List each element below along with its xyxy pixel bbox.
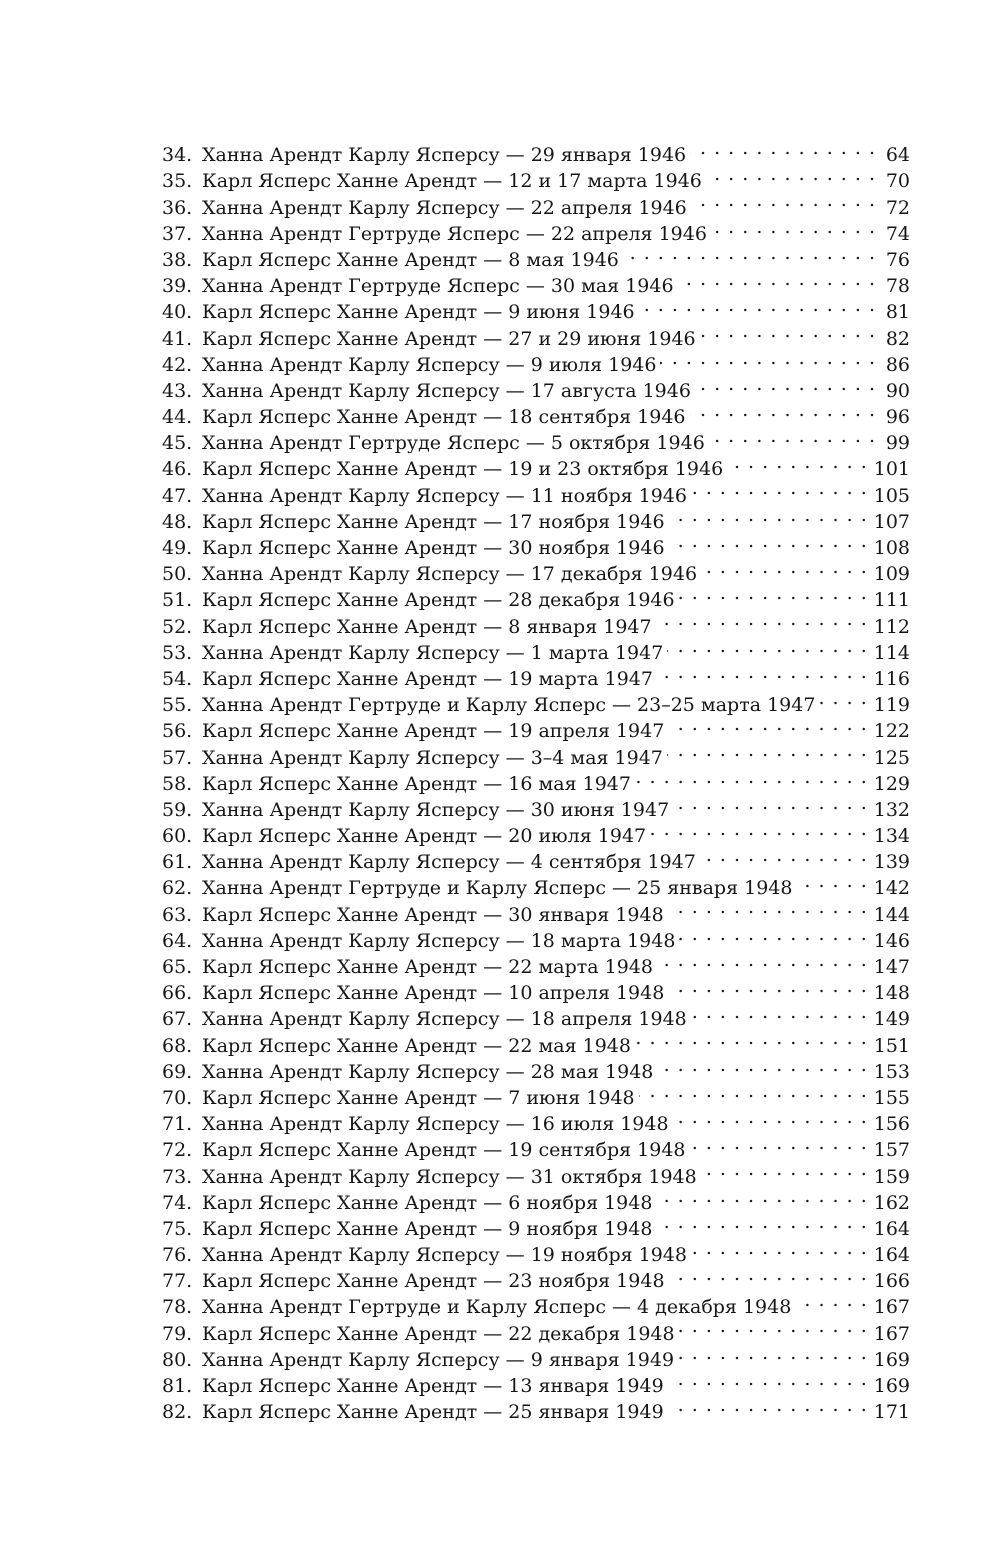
entry-number: 46. <box>162 458 193 481</box>
entry-page-number: 164 <box>873 1244 910 1267</box>
dot-leader <box>711 214 876 240</box>
entry-number: 55. <box>162 694 193 717</box>
entry-number: 38. <box>162 248 193 271</box>
entry-title: Ханна Арендт Гертруде и Карлу Ясперс — 25 января 1948 <box>202 877 793 900</box>
dot-leader <box>695 371 876 397</box>
entry-number: 68. <box>162 1034 193 1057</box>
entry-page-number: 167 <box>873 1296 910 1319</box>
entry-number: 70. <box>162 1086 193 1109</box>
entry-number: 63. <box>162 903 193 926</box>
dot-leader <box>639 292 876 318</box>
entry-number: 79. <box>162 1322 193 1345</box>
dot-leader <box>691 187 876 213</box>
entry-title: Карл Ясперс Ханне Арендт — 25 января 1949 <box>202 1401 664 1424</box>
entry-page-number: 149 <box>873 1008 910 1031</box>
entry-number: 56. <box>162 720 193 743</box>
entry-page-number: 96 <box>885 406 910 429</box>
dot-leader <box>635 764 868 790</box>
entry-page-number: 155 <box>873 1086 910 1109</box>
dot-leader <box>701 1156 868 1182</box>
entry-number: 62. <box>162 877 193 900</box>
entry-number: 42. <box>162 353 193 376</box>
dot-leader <box>706 161 876 187</box>
entry-page-number: 72 <box>885 196 910 219</box>
entry-number: 45. <box>162 432 193 455</box>
entry-title: Карл Ясперс Ханне Арендт — 9 ноября 1948 <box>202 1217 653 1240</box>
dot-leader <box>656 1209 867 1235</box>
entry-page-number: 105 <box>873 484 910 507</box>
dot-leader <box>678 1340 868 1366</box>
dot-leader <box>657 1052 867 1078</box>
entry-number: 57. <box>162 746 193 769</box>
entry-title: Ханна Арендт Гертруде Ясперс — 5 октября 1946 <box>202 432 705 455</box>
entry-title: Карл Ясперс Ханне Арендт — 6 ноября 1948 <box>202 1191 653 1214</box>
entry-number: 44. <box>162 406 193 429</box>
entry-number: 65. <box>162 956 193 978</box>
entry-title: Ханна Арендт Карлу Ясперсу — 9 июля 1946 <box>202 353 657 376</box>
dot-leader <box>819 685 867 711</box>
entry-page-number: 101 <box>873 458 910 481</box>
entry-number: 43. <box>162 379 193 402</box>
dot-leader <box>657 659 868 685</box>
entry-page-number: 116 <box>873 667 910 690</box>
entry-title: Ханна Арендт Карлу Ясперсу — 18 марта 1948 <box>202 929 676 952</box>
entry-title: Карл Ясперс Ханне Арендт — 19 и 23 октября 1946 <box>202 458 724 481</box>
entry-page-number: 112 <box>873 615 910 638</box>
entry-page-number: 171 <box>873 1401 910 1424</box>
entry-page-number: 70 <box>885 170 910 193</box>
dot-leader <box>701 554 868 580</box>
entry-number: 80. <box>162 1348 193 1371</box>
entry-number: 72. <box>162 1139 193 1162</box>
entry-page-number: 82 <box>885 327 910 350</box>
entry-title: Карл Ясперс Ханне Арендт — 9 июня 1946 <box>202 301 635 324</box>
entry-number: 58. <box>162 772 193 795</box>
dot-leader <box>668 1366 868 1392</box>
entry-page-number: 166 <box>873 1270 910 1293</box>
dot-leader <box>673 1104 868 1130</box>
entry-number: 67. <box>162 1008 193 1031</box>
entry-number: 75. <box>162 1217 193 1240</box>
entry-title: Карл Ясперс Ханне Арендт — 16 мая 1947 <box>202 772 631 795</box>
entry-number: 40. <box>162 301 193 324</box>
entry-title: Ханна Арендт Карлу Ясперсу — 1 марта 1947 <box>202 641 664 664</box>
entry-page-number: 81 <box>885 301 910 324</box>
toc-entry[interactable] <box>162 135 910 167</box>
dot-leader <box>691 999 868 1025</box>
dot-leader <box>650 816 868 842</box>
entry-title: Карл Ясперс Ханне Арендт — 8 мая 1946 <box>202 248 619 271</box>
entry-number: 41. <box>162 327 193 350</box>
entry-number: 74. <box>162 1191 193 1214</box>
entry-title: Карл Ясперс Ханне Арендт — 27 и 29 июня 1946 <box>202 327 696 350</box>
entry-page-number: 74 <box>885 222 910 245</box>
entry-page-number: 144 <box>873 903 910 926</box>
dot-leader <box>668 894 868 920</box>
dot-leader <box>623 240 876 266</box>
entry-number: 71. <box>162 1113 193 1136</box>
dot-leader <box>690 397 877 423</box>
dot-leader <box>669 528 868 554</box>
entry-page-number: 147 <box>873 956 910 978</box>
entry-page-number: 132 <box>873 798 910 821</box>
entry-title: Ханна Арендт Карлу Ясперсу — 31 октября 1948 <box>202 1165 697 1188</box>
entry-title: Ханна Арендт Карлу Ясперсу — 3–4 мая 1947 <box>202 746 663 769</box>
dot-leader <box>668 973 867 999</box>
entry-page-number: 157 <box>873 1139 910 1162</box>
entry-number: 73. <box>162 1165 193 1188</box>
dot-leader <box>639 1078 868 1104</box>
entry-page-number: 156 <box>873 1113 910 1136</box>
dot-leader <box>709 423 876 449</box>
entry-number: 53. <box>162 641 193 664</box>
entry-title: Карл Ясперс Ханне Арендт — 13 января 1949 <box>202 1375 664 1397</box>
entry-page-number: 169 <box>873 1348 910 1371</box>
dot-leader <box>679 1313 868 1339</box>
entry-number: 60. <box>162 825 193 848</box>
entry-title: Карл Ясперс Ханне Арендт — 18 сентября 1946 <box>202 406 686 429</box>
entry-page-number: 119 <box>873 694 910 717</box>
entry-title: Карл Ясперс Ханне Арендт — 22 марта 1948 <box>202 956 653 978</box>
entry-title: Ханна Арендт Гертруде и Карлу Ясперс — 23–25 марта 1947 <box>202 694 816 717</box>
entry-page-number: 162 <box>873 1191 910 1214</box>
entry-number: 76. <box>162 1244 193 1267</box>
dot-leader <box>668 711 867 737</box>
entry-title: Карл Ясперс Ханне Арендт — 19 сентября 1948 <box>202 1139 686 1162</box>
entry-title: Карл Ясперс Ханне Арендт — 30 ноября 1946 <box>202 537 665 559</box>
entry-page-number: 122 <box>873 720 910 743</box>
entry-title: Ханна Арендт Карлу Ясперсу — 4 сентября 1947 <box>202 851 696 874</box>
dot-leader <box>673 790 868 816</box>
entry-number: 82. <box>162 1401 193 1424</box>
dot-leader <box>679 921 867 947</box>
dot-leader <box>660 345 876 371</box>
entry-number: 81. <box>162 1375 193 1397</box>
dot-leader <box>669 502 868 528</box>
entry-number: 48. <box>162 510 193 533</box>
entry-page-number: 64 <box>885 144 910 167</box>
entry-title: Карл Ясперс Ханне Арендт — 28 декабря 1946 <box>202 589 675 612</box>
entry-title: Ханна Арендт Карлу Ясперсу — 19 ноября 1948 <box>202 1244 687 1267</box>
entry-page-number: 76 <box>885 248 910 271</box>
entry-page-number: 111 <box>873 589 910 612</box>
dot-leader <box>795 1287 867 1313</box>
entry-number: 37. <box>162 222 193 245</box>
entry-title: Карл Ясперс Ханне Арендт — 7 июня 1948 <box>202 1086 635 1109</box>
entry-number: 52. <box>162 615 193 638</box>
entry-number: 51. <box>162 589 193 612</box>
entry-title: Карл Ясперс Ханне Арендт — 10 апреля 1948 <box>202 982 665 1005</box>
entry-number: 61. <box>162 851 193 874</box>
dot-leader <box>691 1235 868 1261</box>
entry-page-number: 167 <box>873 1322 910 1345</box>
entry-page-number: 99 <box>885 432 910 455</box>
entry-page-number: 114 <box>873 641 910 664</box>
entry-page-number: 129 <box>873 772 910 795</box>
entry-title: Карл Ясперс Ханне Арендт — 22 мая 1948 <box>202 1034 631 1057</box>
dot-leader <box>657 947 868 973</box>
entry-title: Карл Ясперс Ханне Арендт — 23 ноября 1948 <box>202 1270 665 1293</box>
entry-number: 34. <box>162 144 193 167</box>
entry-page-number: 148 <box>873 982 910 1005</box>
dot-leader <box>679 580 868 606</box>
dot-leader <box>727 449 868 475</box>
dot-leader <box>669 1261 868 1287</box>
entry-title: Ханна Арендт Карлу Ясперсу — 30 июня 1947 <box>202 798 670 821</box>
entry-page-number: 164 <box>873 1217 910 1240</box>
entry-page-number: 78 <box>885 275 910 298</box>
entry-number: 69. <box>162 1060 193 1083</box>
entry-title: Ханна Арендт Карлу Ясперсу — 9 января 1949 <box>202 1348 675 1371</box>
entry-title: Карл Ясперс Ханне Арендт — 19 апреля 1947 <box>202 720 665 743</box>
entry-number: 64. <box>162 929 193 952</box>
entry-number: 35. <box>162 170 193 193</box>
entry-title: Ханна Арендт Карлу Ясперсу — 16 июля 1948 <box>202 1113 669 1136</box>
dot-leader <box>796 868 867 894</box>
entry-number: 77. <box>162 1270 193 1293</box>
entry-number: 59. <box>162 798 193 821</box>
dot-leader <box>700 318 876 344</box>
entry-page-number: 146 <box>873 929 910 952</box>
table-of-contents <box>162 135 910 1424</box>
entry-title: Ханна Арендт Гертруде Ясперс — 22 апреля 1946 <box>202 222 707 245</box>
entry-page-number: 134 <box>873 825 910 848</box>
dot-leader <box>700 842 868 868</box>
entry-number: 54. <box>162 667 193 690</box>
entry-title: Ханна Арендт Карлу Ясперсу — 28 мая 1948 <box>202 1060 654 1083</box>
entry-page-number: 109 <box>873 563 910 586</box>
entry-title: Карл Ясперс Ханне Арендт — 30 января 1948 <box>202 903 664 926</box>
entry-page-number: 142 <box>873 877 910 900</box>
entry-title: Ханна Арендт Карлу Ясперсу — 22 апреля 1946 <box>202 196 687 219</box>
entry-page-number: 108 <box>873 537 910 559</box>
entry-title: Ханна Арендт Карлу Ясперсу — 17 декабря 1946 <box>202 563 698 586</box>
entry-number: 66. <box>162 982 193 1005</box>
entry-title: Ханна Арендт Карлу Ясперсу — 29 января 1946 <box>202 144 687 167</box>
entry-title: Ханна Арендт Карлу Ясперсу — 11 ноября 1946 <box>202 484 687 507</box>
dot-leader <box>635 1025 868 1051</box>
entry-page-number: 90 <box>885 379 910 402</box>
entry-number: 50. <box>162 563 193 586</box>
entry-page-number: 107 <box>873 510 910 533</box>
entry-number: 36. <box>162 196 193 219</box>
dot-leader <box>691 475 868 501</box>
dot-leader <box>667 737 868 763</box>
entry-title: Ханна Арендт Гертруде и Карлу Ясперс — 4 декабря 1948 <box>202 1296 792 1319</box>
entry-title: Карл Ясперс Ханне Арендт — 17 ноября 1946 <box>202 510 665 533</box>
entry-title: Карл Ясперс Ханне Арендт — 12 и 17 марта 1946 <box>202 170 702 193</box>
entry-page-number: 159 <box>873 1165 910 1188</box>
entry-title: Ханна Арендт Карлу Ясперсу — 17 августа 1946 <box>202 379 691 402</box>
entry-title: Карл Ясперс Ханне Арендт — 22 декабря 1948 <box>202 1322 675 1345</box>
entry-number: 78. <box>162 1296 193 1319</box>
entry-page-number: 125 <box>873 746 910 769</box>
entry-number: 39. <box>162 275 193 298</box>
dot-leader <box>690 1130 868 1156</box>
dot-leader <box>656 1183 867 1209</box>
entry-page-number: 139 <box>873 851 910 874</box>
dot-leader <box>668 1392 868 1418</box>
entry-title: Карл Ясперс Ханне Арендт — 8 января 1947 <box>202 615 652 638</box>
entry-title: Карл Ясперс Ханне Арендт — 20 июля 1947 <box>202 825 647 848</box>
dot-leader <box>656 606 868 632</box>
dot-leader <box>667 633 867 659</box>
entry-number: 49. <box>162 537 193 559</box>
entry-page-number: 151 <box>873 1034 910 1057</box>
entry-title: Ханна Арендт Гертруде Ясперс — 30 мая 1946 <box>202 275 674 298</box>
entry-page-number: 86 <box>885 353 910 376</box>
entry-title: Ханна Арендт Карлу Ясперсу — 18 апреля 1948 <box>202 1008 687 1031</box>
dot-leader <box>690 135 876 161</box>
entry-page-number: 153 <box>873 1060 910 1083</box>
entry-number: 47. <box>162 484 193 507</box>
dot-leader <box>678 266 876 292</box>
entry-page-number: 169 <box>873 1375 910 1397</box>
entry-title: Карл Ясперс Ханне Арендт — 19 марта 1947 <box>202 667 653 690</box>
